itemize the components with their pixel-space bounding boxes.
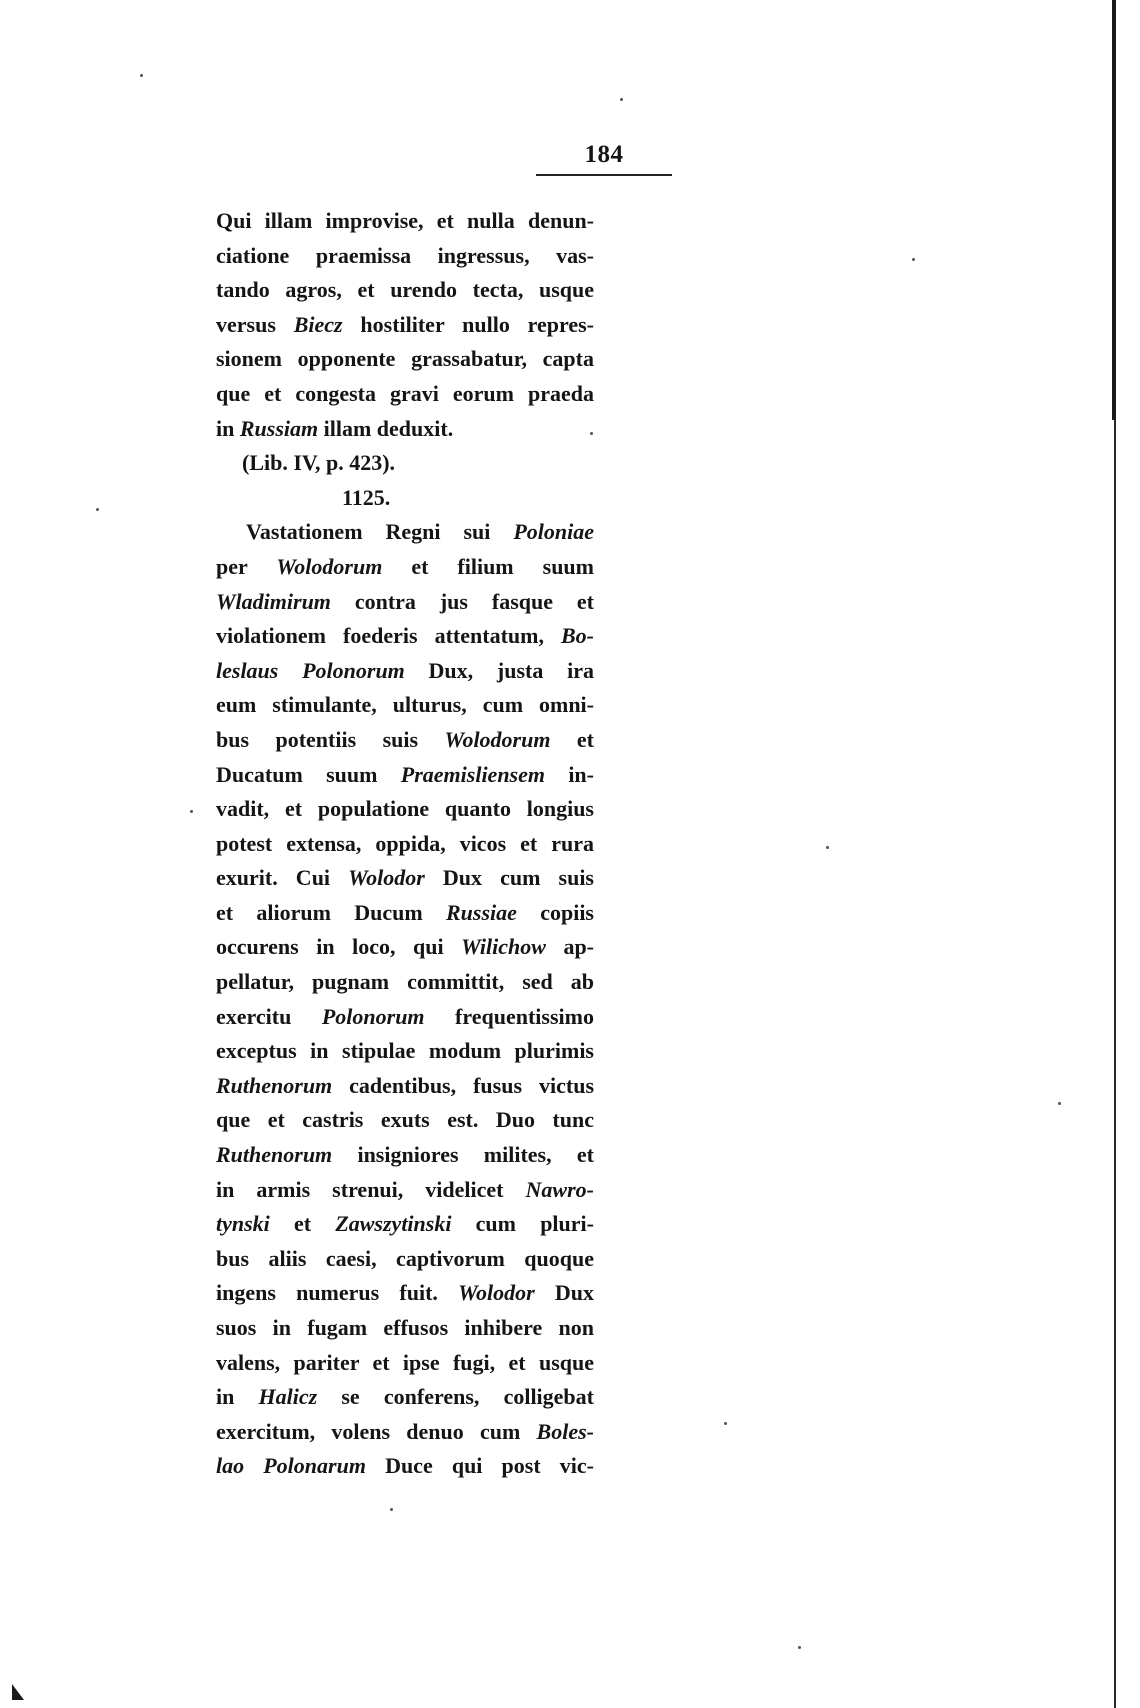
text-line: lao Polonarum Duce qui post vic- — [216, 1453, 594, 1479]
text-line: Qui illam improvise, et nulla denun- — [216, 208, 594, 233]
scan-speck — [140, 74, 143, 77]
text-line: valens, pariter et ipse fugi, et usque — [216, 1349, 594, 1375]
text-line: exurit. Cui Wolodor Dux cum suis — [216, 865, 594, 891]
text-line: sionem opponente grassabatur, capta — [216, 346, 594, 372]
text-line: bus potentiis suis Wolodorum et — [216, 726, 595, 752]
text-line: per Wolodorum et filium suum — [216, 553, 594, 579]
scan-speck — [1058, 1102, 1061, 1105]
text-line: Ruthenorum insigniores milites, et — [216, 1142, 594, 1168]
text-line: que et castris exuts est. Duo tunc — [216, 1107, 594, 1133]
scan-speck — [390, 1508, 393, 1511]
source-reference: (Lib. IV, p. 423). — [242, 450, 396, 476]
text-line: ciatione praemissa ingressus, vas- — [216, 242, 594, 268]
scan-speck — [912, 258, 915, 261]
text-line: Vastationem Regni sui Poloniae — [246, 519, 594, 545]
text-line: in Russiam illam deduxit. — [216, 415, 454, 441]
text-line: suos in fugam effusos inhibere non — [216, 1315, 594, 1340]
text-line: tynski et Zawszytinski cum pluri- — [216, 1211, 594, 1237]
text-line: vadit, et populatione quanto longius — [216, 796, 594, 822]
text-line: exercitum, volens denuo cum Boles- — [216, 1418, 594, 1444]
year-heading: 1125. — [342, 484, 391, 510]
scan-corner-mark — [12, 1684, 24, 1700]
text-line: eum stimulante, ulturus, cum omni- — [216, 692, 594, 718]
text-line: exercitu Polonorum frequentissimo — [216, 1003, 594, 1029]
text-line: Wladimirum contra jus fasque et — [216, 588, 594, 614]
scan-speck — [724, 1422, 727, 1425]
text-line: pellatur, pugnam committit, sed ab — [216, 969, 594, 995]
page-number: 184 — [536, 140, 672, 176]
scan-edge-bar — [1112, 0, 1116, 420]
text-line: leslaus Polonorum Dux, justa ira — [216, 657, 594, 683]
text-line: que et congesta gravi eorum praeda — [216, 380, 594, 406]
scan-speck — [96, 508, 99, 511]
text-line: tando agros, et urendo tecta, usque — [216, 277, 594, 303]
text-line: exceptus in stipulae modum plurimis — [216, 1038, 594, 1064]
text-line: ingens numerus fuit. Wolodor Dux — [216, 1280, 594, 1306]
text-line: Ruthenorum cadentibus, fusus victus — [216, 1072, 594, 1098]
text-line: bus aliis caesi, captivorum quoque — [216, 1245, 594, 1271]
text-line: versus Biecz hostiliter nullo repres- — [216, 311, 595, 337]
main-text-column — [216, 204, 594, 1484]
text-line: occurens in loco, qui Wilichow ap- — [216, 934, 594, 960]
scan-speck — [190, 810, 193, 813]
text-line: in Halicz se conferens, colligebat — [216, 1384, 594, 1410]
text-line: in armis strenui, videlicet Nawro- — [216, 1176, 594, 1202]
text-line: Ducatum suum Praemisliensem in- — [216, 761, 594, 787]
scan-edge-line — [1114, 420, 1116, 1708]
scan-speck — [620, 98, 623, 101]
text-line: et aliorum Ducum Russiae copiis — [216, 899, 594, 925]
scan-speck — [826, 846, 829, 849]
text-line: potest extensa, oppida, vicos et rura — [216, 830, 594, 856]
text-line: violationem foederis attentatum, Bo- — [216, 623, 594, 649]
scan-speck — [798, 1646, 801, 1649]
